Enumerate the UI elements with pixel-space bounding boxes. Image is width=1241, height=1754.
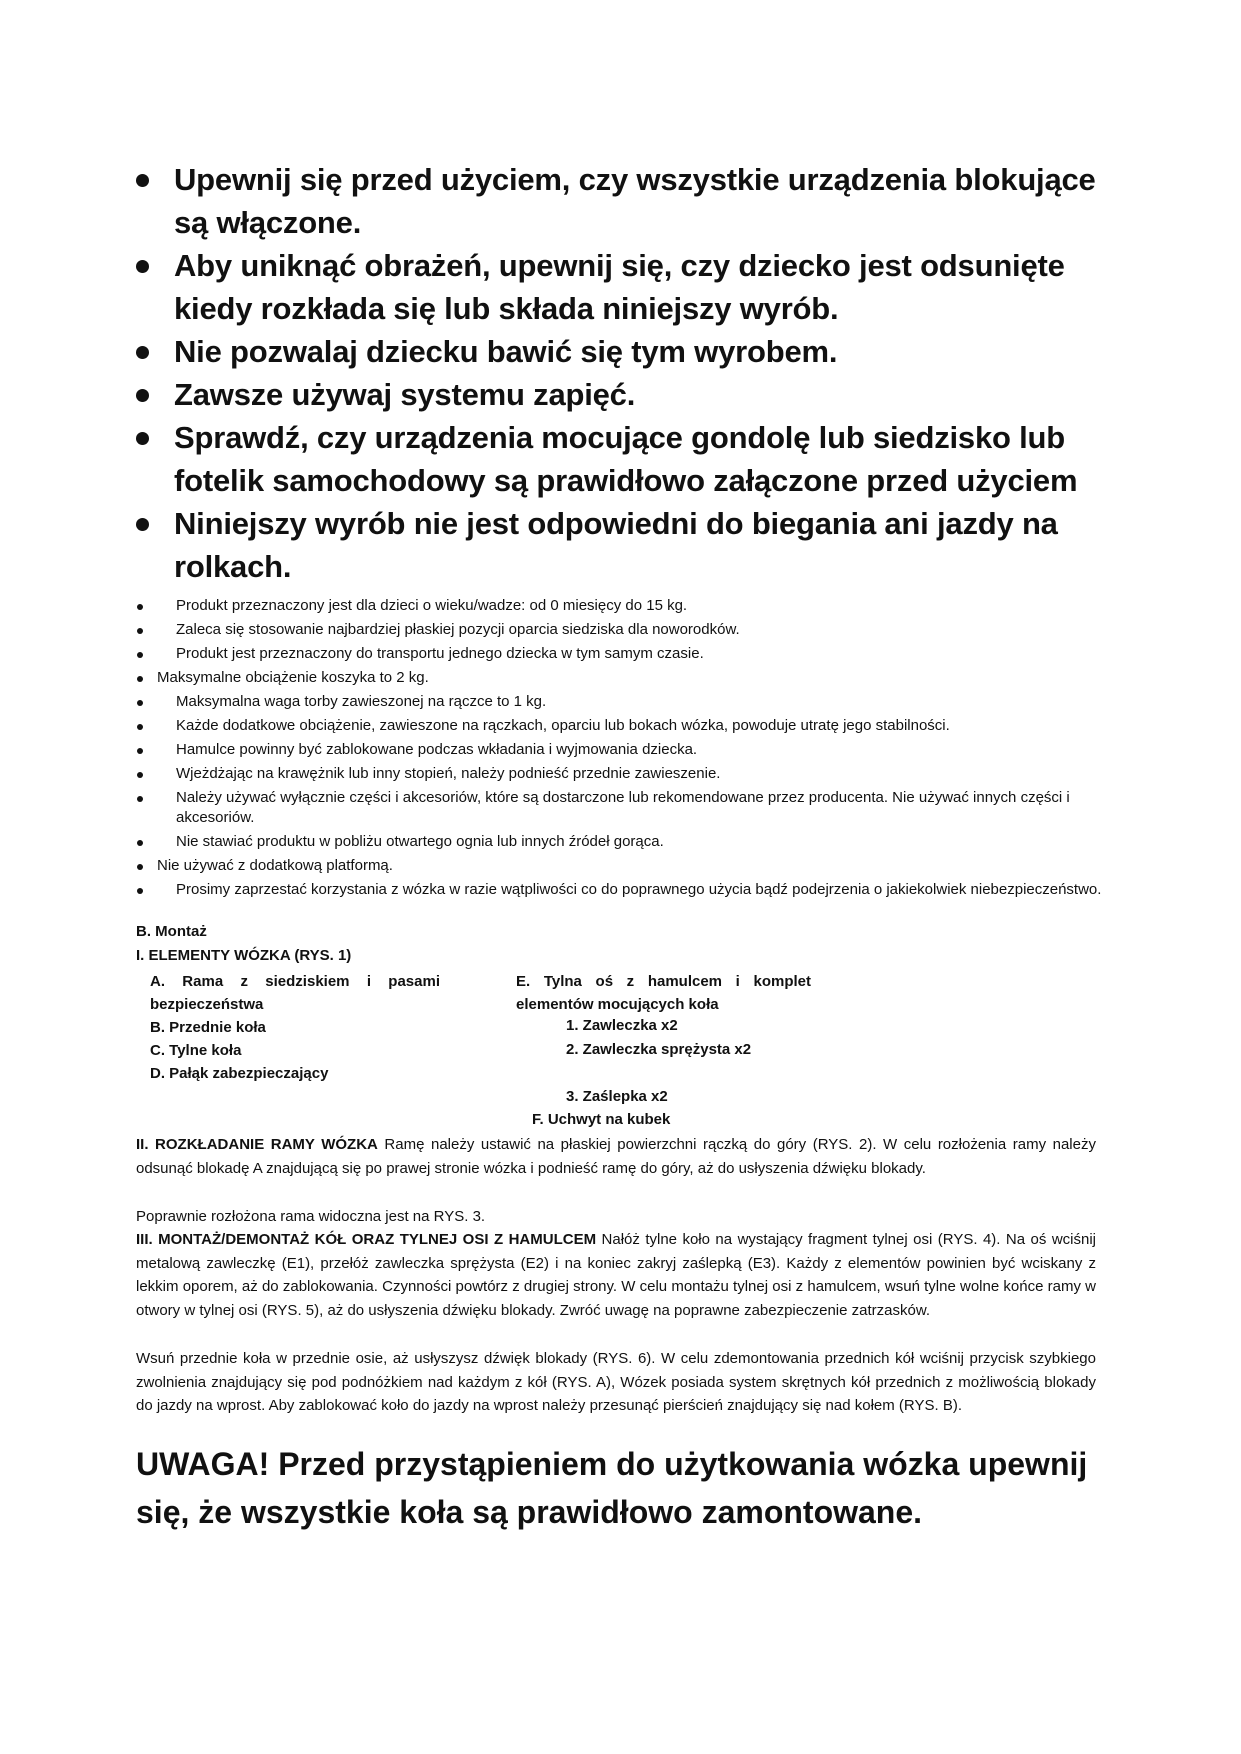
note-item: Nie stawiać produktu w pobliżu otwartego ognia lub innych źródeł gorąca.: [134, 832, 1124, 852]
section-ii-paragraph: II. ROZKŁADANIE RAMY WÓZKA Ramę należy ustawić na płaskiej powierzchni rączką do góry (RYS. 2). W celu rozłożenia ramy należy odsunąć blokadę A znajdującą się po prawej stronie wózka i podnieść ramę do góry, aż do usłyszenia dźwięku blokady.: [136, 1136, 1096, 1177]
note-item: Hamulce powinny być zablokowane podczas wkładania i wyjmowania dziecka.: [134, 740, 1124, 760]
element-e2: 2. Zawleczka sprężysta x2: [566, 1041, 752, 1058]
note-item: Produkt jest przeznaczony do transportu jednego dziecka w tym samym czasie.: [134, 644, 1124, 664]
section-heading-elements: I. ELEMENTY WÓZKA (RYS. 1): [136, 947, 352, 964]
bullet-icon: [136, 260, 149, 273]
bullet-icon: [137, 724, 143, 730]
bullet-icon: [136, 346, 149, 359]
elements-list-right: [516, 970, 811, 1016]
bullet-icon: [137, 700, 143, 706]
bullet-icon: [137, 796, 143, 802]
note-item: Prosimy zaprzestać korzystania z wózka w razie wątpliwości co do poprawnego użycia bądź podejrzenia o jakiekolwiek niebezpieczeństwo.: [134, 880, 1124, 900]
note-item: Maksymalna waga torby zawieszonej na rączce to 1 kg.: [134, 692, 1124, 712]
bullet-icon: [137, 840, 143, 846]
element-a-line1: A. Rama z siedziskiem i pasami: [150, 973, 440, 990]
bullet-icon: [137, 628, 143, 634]
bullet-icon: [137, 888, 143, 894]
note-item: Produkt przeznaczony jest dla dzieci o wieku/wadze: od 0 miesięcy do 15 kg.: [134, 596, 1124, 616]
warning-item: Zawsze używaj systemu zapięć.: [134, 373, 1124, 416]
section-ii-note: Poprawnie rozłożona rama widoczna jest na RYS. 3.: [136, 1208, 486, 1225]
section-iii-paragraph: III. MONTAŻ/DEMONTAŻ KÓŁ ORAZ TYLNEJ OSI Z HAMULCEM Nałóż tylne koło na wystający fragment tylnej osi (RYS. 4). Na oś wciśnij metalową zawleczkę (E1), przełóż zawleczka sprężysta (E2) i na koniec zakryj zaślepką (E3). Każdy z elementów powinien być wciskany z lekkim oporem, aż do zablokowania. Czynności powtórz z drugiej strony. W celu montażu tylnej osi z hamulcem, wsuń tylne wolne końce ramy w otwory w tylnej osi (RYS. 5), aż do usłyszenia dźwięku blokady. Zwróć uwagę na poprawne zabezpieczenie zatrzasków.: [136, 1231, 1096, 1319]
warning-item: Upewnij się przed użyciem, czy wszystkie urządzenia blokujące są włączone.: [134, 158, 1124, 244]
note-item: Wjeżdżając na krawężnik lub inny stopień, należy podnieść przednie zawieszenie.: [134, 764, 1124, 784]
warning-item: Nie pozwalaj dziecku bawić się tym wyrobem.: [134, 330, 1124, 373]
section-iii-front-wheels: Wsuń przednie koła w przednie osie, aż usłyszysz dźwięk blokady (RYS. 6). W celu zdemontowania przednich kół wciśnij przycisk szybkiego zwolnienia znajdujący się pod podnóżkiem nad każdym z kół (RYS. A), Wózek posiada system skrętnych kół przednich z możliwością blokady do jazdy na wprost. Aby zablokować koło do jazdy na wprost należy przesunąć pierścień znajdujący się nad kołem (RYS. B).: [136, 1350, 1096, 1414]
section-heading-montaz: B. Montaż: [136, 923, 207, 940]
bullet-icon: [137, 864, 143, 870]
warning-item: Aby uniknąć obrażeń, upewnij się, czy dziecko jest odsunięte kiedy rozkłada się lub składa niniejszy wyrób.: [134, 244, 1124, 330]
element-e-line2: elementów mocujących koła: [516, 996, 719, 1013]
note-item: Każde dodatkowe obciążenie, zawieszone na rączkach, oparciu lub bokach wózka, powoduje utratę jego stabilności.: [134, 716, 1124, 736]
usage-notes-list: [134, 596, 1124, 904]
bullet-icon: [136, 174, 149, 187]
note-item: Maksymalne obciążenie koszyka to 2 kg.: [134, 668, 1124, 688]
note-item: Zaleca się stosowanie najbardziej płaskiej pozycji oparcia siedziska dla noworodków.: [134, 620, 1124, 640]
element-c: C. Tylne koła: [150, 1042, 242, 1059]
final-warning: UWAGA! Przed przystąpieniem do użytkowania wózka upewnij się, że wszystkie koła są prawidłowo zamontowane.: [136, 1446, 1088, 1530]
bullet-icon: [137, 748, 143, 754]
note-item: Należy używać wyłącznie części i akcesoriów, które są dostarczone lub rekomendowane przez producenta. Nie używać innych części i akcesoriów.: [134, 788, 1124, 828]
section-ii-heading: II. ROZKŁADANIE RAMY WÓZKA: [136, 1136, 378, 1153]
bullet-icon: [137, 772, 143, 778]
bullet-icon: [136, 518, 149, 531]
warning-item: Niniejszy wyrób nie jest odpowiedni do biegania ani jazdy na rolkach.: [134, 502, 1124, 588]
warning-item: Sprawdź, czy urządzenia mocujące gondolę lub siedzisko lub fotelik samochodowy są prawidłowo załączone przed użyciem: [134, 416, 1124, 502]
element-d: D. Pałąk zabezpieczający: [150, 1065, 329, 1082]
element-f: F. Uchwyt na kubek: [532, 1111, 671, 1128]
element-b: B. Przednie koła: [150, 1019, 266, 1036]
section-iii-heading: III. MONTAŻ/DEMONTAŻ KÓŁ ORAZ TYLNEJ OSI Z HAMULCEM: [136, 1231, 597, 1248]
element-a-line2: bezpieczeństwa: [150, 996, 264, 1013]
element-e1: 1. Zawleczka x2: [566, 1017, 678, 1034]
bullet-icon: [137, 652, 143, 658]
safety-warnings-list: [134, 158, 1124, 588]
bullet-icon: [136, 432, 149, 445]
element-e3: 3. Zaślepka x2: [566, 1088, 668, 1105]
bullet-icon: [137, 676, 143, 682]
elements-list-left: [150, 970, 440, 1085]
bullet-icon: [137, 604, 143, 610]
element-e-line1: E. Tylna oś z hamulcem i komplet: [516, 973, 811, 990]
bullet-icon: [136, 389, 149, 402]
note-item: Nie używać z dodatkową platformą.: [134, 856, 1124, 876]
